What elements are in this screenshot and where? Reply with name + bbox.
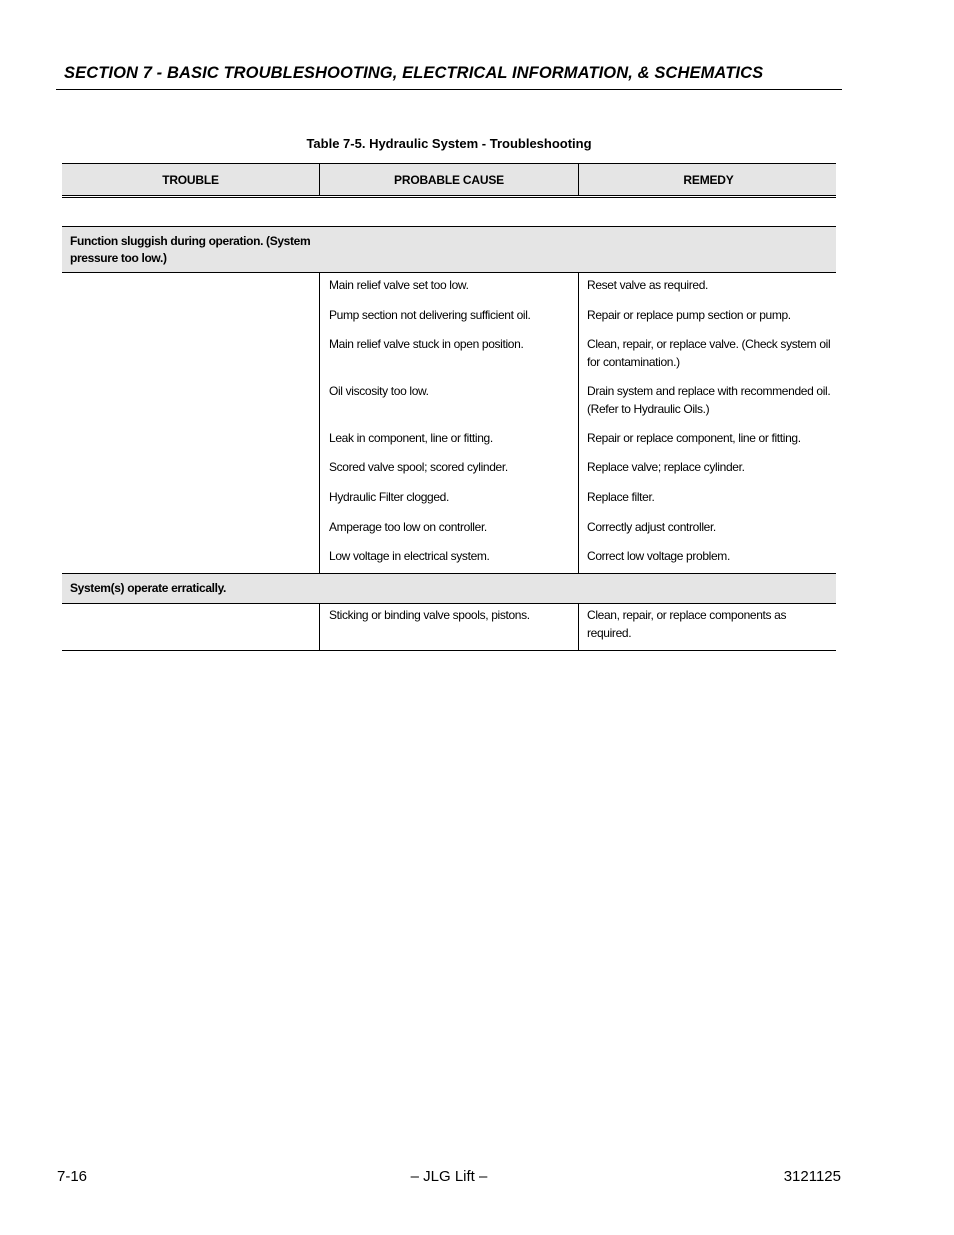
table-header-row [62, 163, 836, 196]
cause-text: Pump section not delivering sufficient oil. [329, 308, 531, 322]
column-header-remedy: REMEDY [683, 172, 734, 187]
page-number: 7-16 [57, 1168, 88, 1185]
cause-text: Main relief valve set too low. [329, 278, 469, 292]
cause-remedy-block [62, 272, 836, 574]
document-number: 3121125 [783, 1168, 841, 1185]
column-divider [319, 272, 320, 573]
remedy-text: Repair or replace pump section or pump. [587, 308, 791, 322]
remedy-text: Replace valve; replace cylinder. [587, 460, 745, 474]
section-header: SECTION 7 - BASIC TROUBLESHOOTING, ELECTRICAL INFORMATION, & SCHEMATICS [64, 64, 764, 82]
trouble-row [62, 573, 836, 604]
trouble-row [62, 226, 836, 273]
header-double-rule [62, 197, 836, 198]
header-rule [56, 89, 842, 90]
cause-text: Main relief valve stuck in open position. [329, 337, 524, 351]
remedy-text: Drain system and replace with recommended oil. (Refer to Hydraulic Oils.) [587, 384, 831, 416]
column-divider [319, 603, 320, 650]
trouble-label: System(s) operate erratically. [70, 581, 227, 595]
cause-text: Low voltage in electrical system. [329, 549, 490, 563]
cause-remedy-block [62, 603, 836, 651]
remedy-text: Replace filter. [587, 490, 655, 504]
cause-text: Hydraulic Filter clogged. [329, 490, 449, 504]
remedy-text: Correct low voltage problem. [587, 549, 730, 563]
cause-text: Scored valve spool; scored cylinder. [329, 460, 508, 474]
remedy-text: Repair or replace component, line or fitting. [587, 431, 801, 445]
column-divider [578, 272, 579, 573]
cause-text: Sticking or binding valve spools, pistons. [329, 608, 530, 622]
cause-text: Oil viscosity too low. [329, 384, 429, 398]
cause-text: Leak in component, line or fitting. [329, 431, 493, 445]
footer-center: – JLG Lift – [410, 1168, 488, 1185]
trouble-label: Function sluggish during operation. (System pressure too low.) [70, 234, 311, 265]
table-title: Table 7-5. Hydraulic System - Troubleshooting [306, 136, 592, 151]
column-divider [578, 603, 579, 650]
cause-text: Amperage too low on controller. [329, 520, 487, 534]
column-header-cause: PROBABLE CAUSE [320, 164, 579, 195]
remedy-text: Clean, repair, or replace valve. (Check system oil for contamination.) [587, 337, 831, 369]
remedy-text: Correctly adjust controller. [587, 520, 716, 534]
column-header-trouble: TROUBLE [62, 164, 320, 195]
remedy-text: Clean, repair, or replace components as required. [587, 608, 787, 640]
remedy-text: Reset valve as required. [587, 278, 708, 292]
